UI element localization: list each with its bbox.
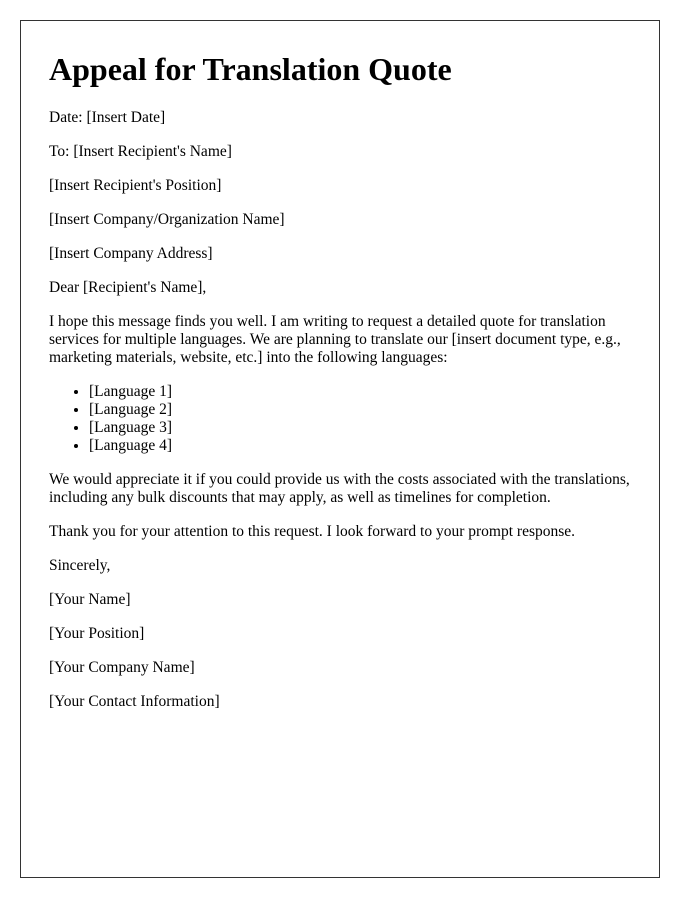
language-list [49, 383, 631, 455]
language-item: • [Language 3] [89, 419, 631, 437]
sender-contact: [Your Contact Information] [49, 693, 220, 710]
body-intro: I hope this message finds you well. I am writing to request a detailed quote for translation services for multiple languages. We are planning to translate our [insert document type, e.g., marketing materials, website, etc.] into the following languages: [49, 313, 621, 366]
letter-container [20, 20, 660, 878]
recipient-position: [Insert Recipient's Position] [49, 177, 222, 194]
closing: Sincerely, [49, 557, 111, 574]
sender-position: [Your Position] [49, 625, 145, 642]
language-item: • [Language 1] [89, 383, 631, 401]
recipient-company: [Insert Company/Organization Name] [49, 211, 285, 228]
language-item: • [Language 2] [89, 401, 631, 419]
letter-date: Date: [Insert Date] [49, 109, 166, 126]
body-thanks: Thank you for your attention to this request. I look forward to your prompt response. [49, 523, 576, 540]
recipient-address: [Insert Company Address] [49, 245, 213, 262]
body-request: We would appreciate it if you could provide us with the costs associated with the translations, including any bulk discounts that may apply, as well as timelines for completion. [49, 471, 630, 506]
sender-company: [Your Company Name] [49, 659, 195, 676]
sender-name: [Your Name] [49, 591, 131, 608]
language-item: • [Language 4] [89, 437, 631, 455]
letter-title: Appeal for Translation Quote [49, 51, 452, 87]
salutation: Dear [Recipient's Name], [49, 279, 207, 296]
recipient-name: To: [Insert Recipient's Name] [49, 143, 232, 160]
